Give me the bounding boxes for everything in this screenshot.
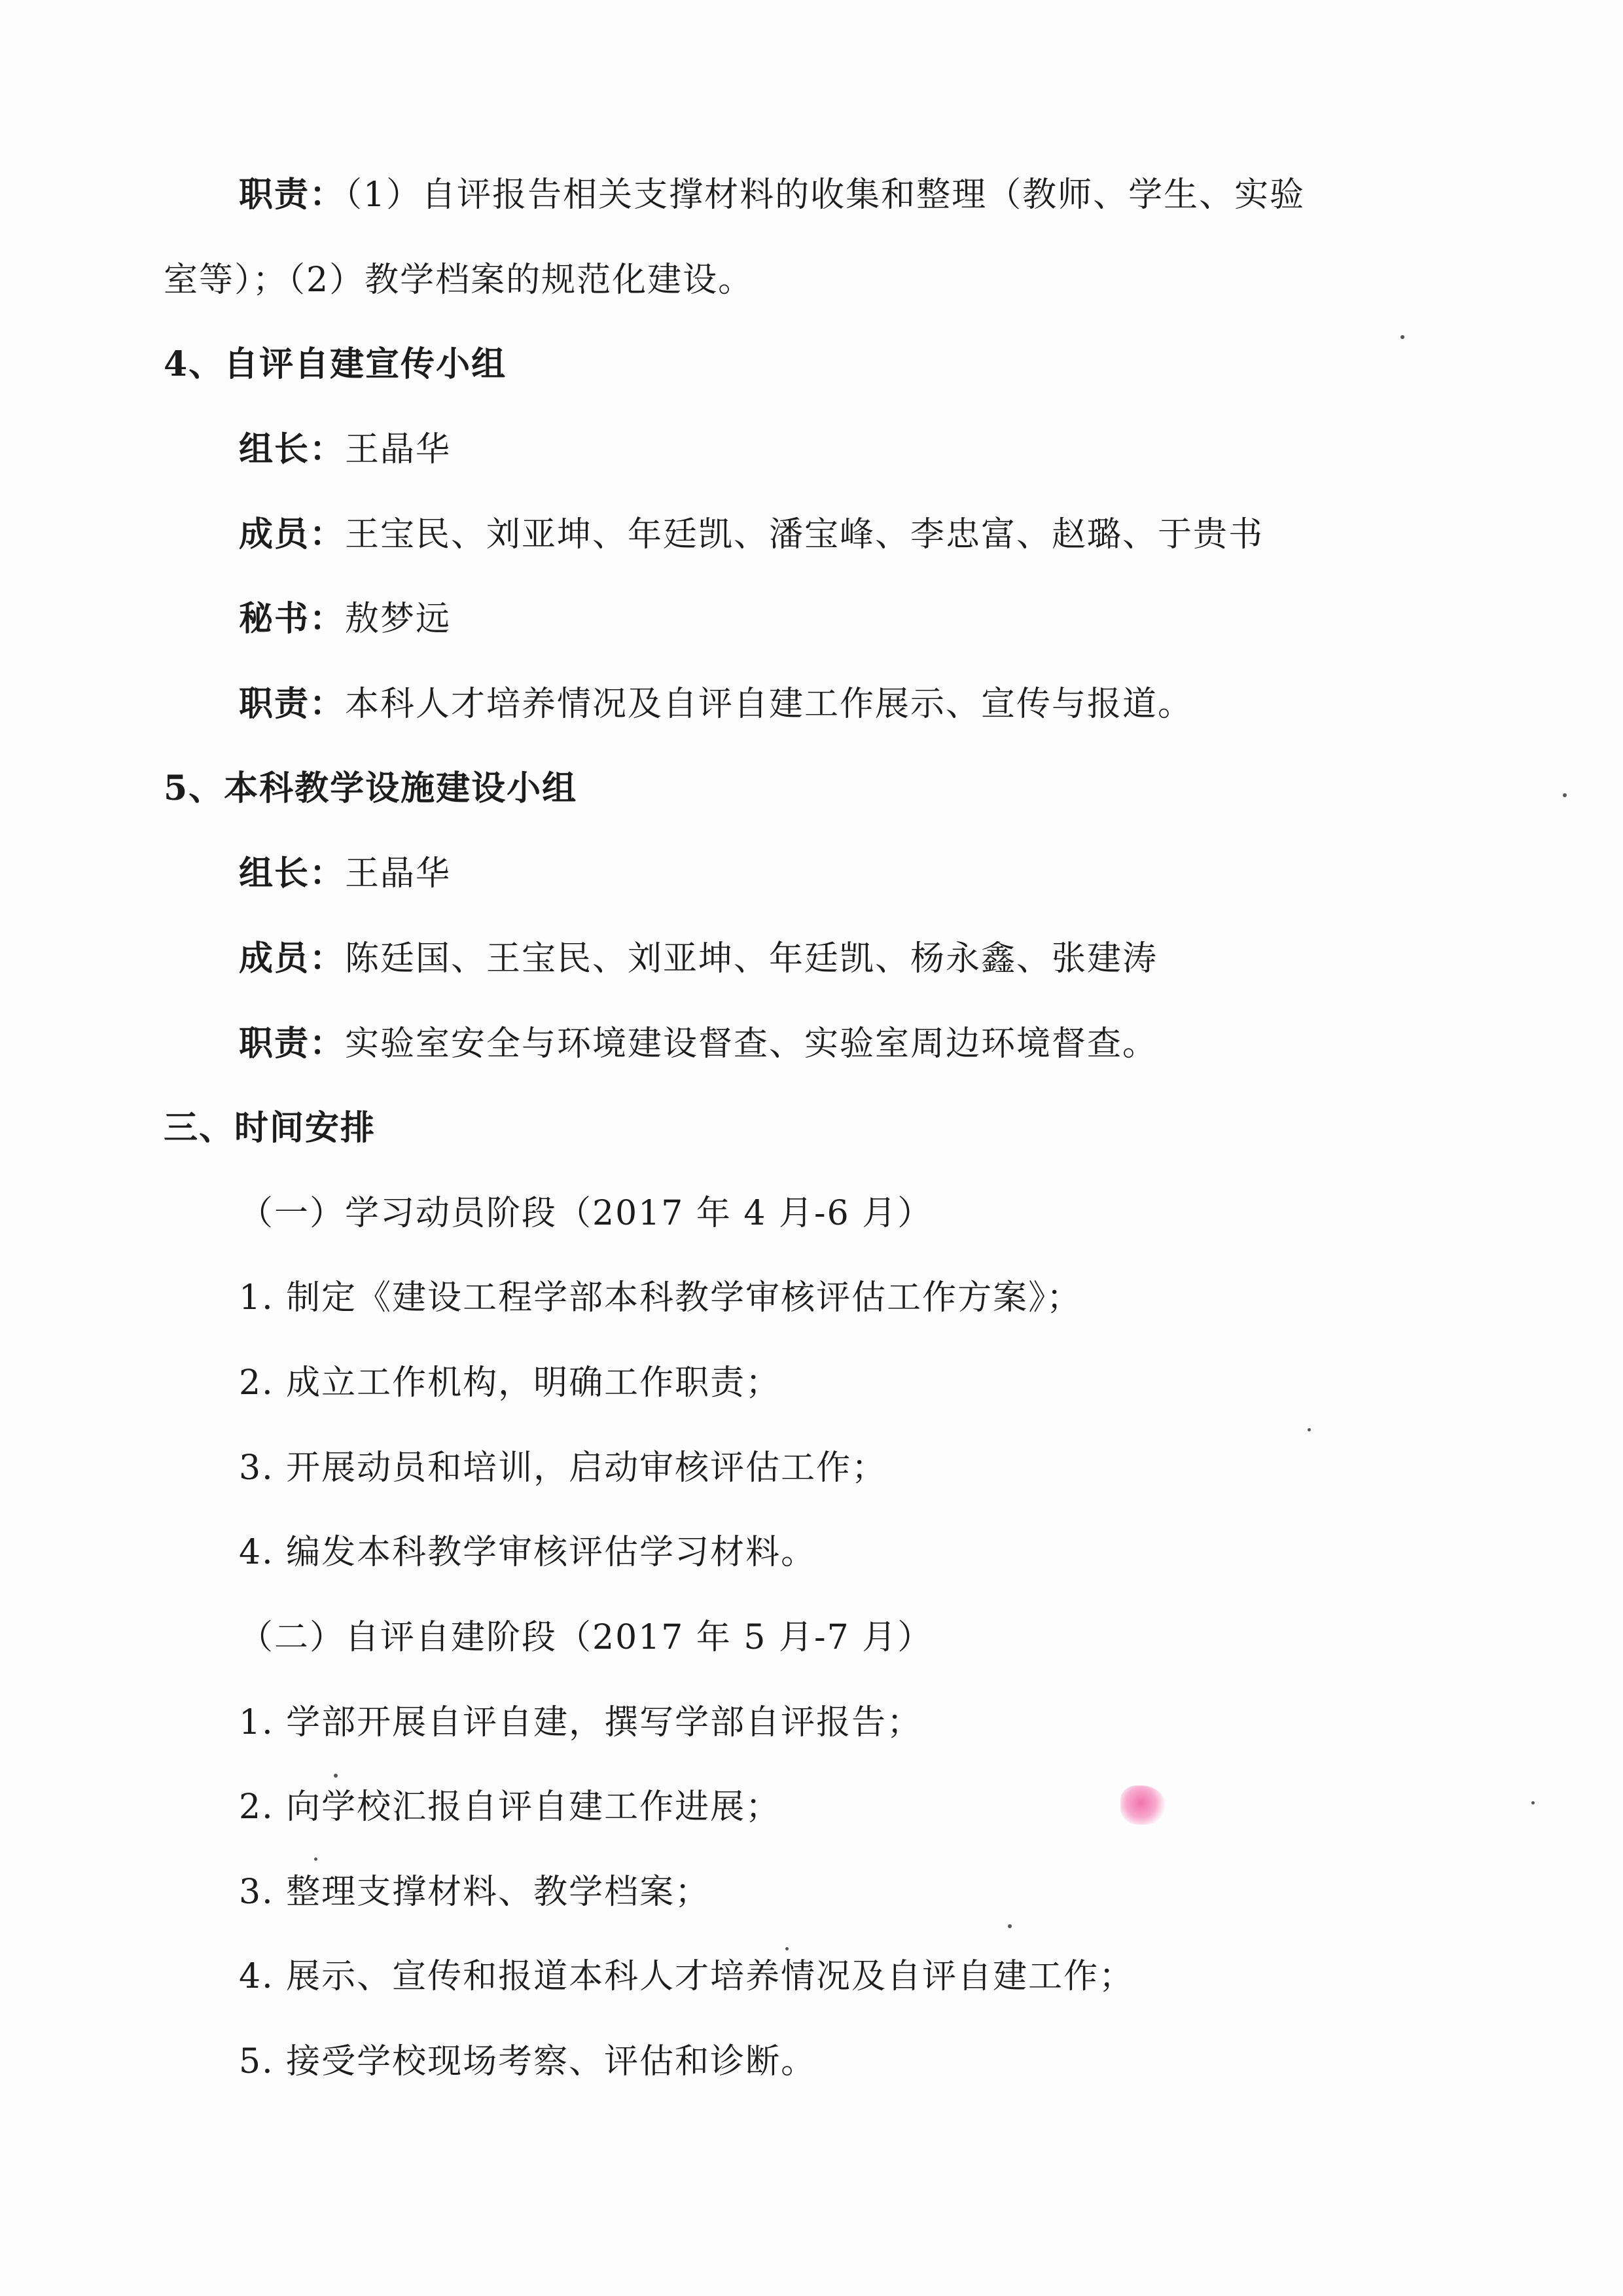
secretary-label: 秘书： xyxy=(239,599,346,639)
section-heading-schedule xyxy=(164,1107,376,1149)
duty-label: 职责： xyxy=(239,175,346,215)
section-heading-facilities-group xyxy=(164,768,577,810)
list-item xyxy=(239,1532,816,1573)
group-members-line xyxy=(239,938,1158,980)
scan-speck xyxy=(334,1774,338,1778)
list-item xyxy=(239,1362,781,1404)
duty-label: 职责： xyxy=(239,684,346,724)
scan-speck xyxy=(1008,1924,1012,1928)
members-names: 王宝民、刘亚坤、年廷凯、潘宝峰、李忠富、赵璐、于贵书 xyxy=(345,515,1264,554)
group-members-line xyxy=(239,514,1264,556)
list-item xyxy=(239,2041,816,2083)
duty-text: 本科人才培养情况及自评自建工作展示、宣传与报道。 xyxy=(345,685,1194,724)
ink-smudge xyxy=(1120,1785,1166,1825)
scan-speck xyxy=(1563,793,1567,797)
duty-text-continued: 室等）；（2）教学档案的规范化建设。 xyxy=(164,260,754,300)
group-duty-line xyxy=(239,683,1193,725)
list-item xyxy=(239,1447,887,1489)
duty-text: 实验室安全与环境建设督查、实验室周边环境督查。 xyxy=(345,1024,1158,1064)
list-item-text: 4. 编发本科教学审核评估学习材料。 xyxy=(239,1533,817,1572)
section-heading-text: 4、自评自建宣传小组 xyxy=(164,344,507,384)
leader-label: 组长： xyxy=(239,429,346,469)
scan-speck xyxy=(785,1947,789,1950)
duty-label: 职责： xyxy=(239,1024,346,1064)
scan-speck xyxy=(1531,1801,1535,1804)
list-item xyxy=(239,1871,710,1913)
list-item-text: 2. 向学校汇报自评自建工作进展； xyxy=(239,1787,781,1827)
phase-heading-text: （二）自评自建阶段（2017 年 5 月-7 月） xyxy=(239,1618,933,1657)
members-label: 成员： xyxy=(239,514,346,554)
duty-text: （1）自评报告相关支撑材料的收集和整理（教师、学生、实验 xyxy=(345,175,1306,215)
scan-speck xyxy=(1308,1428,1311,1431)
leader-name: 王晶华 xyxy=(345,430,452,469)
scan-speck xyxy=(1400,335,1404,339)
phase-heading-mobilization xyxy=(239,1193,933,1234)
leader-name: 王晶华 xyxy=(345,854,452,893)
list-item xyxy=(239,1702,922,1744)
list-item-text: 4. 展示、宣传和报道本科人才培养情况及自评自建工作； xyxy=(239,1957,1135,1996)
duty-line-1-continued xyxy=(164,259,753,301)
list-item-text: 1. 制定《建设工程学部本科教学审核评估工作方案》； xyxy=(239,1278,1082,1318)
phase-heading-self-evaluation xyxy=(239,1617,933,1659)
secretary-name: 敖梦远 xyxy=(345,600,452,639)
list-item xyxy=(239,1277,1082,1319)
list-item-text: 3. 整理支撑材料、教学档案； xyxy=(239,1873,711,1912)
list-item-text: 3. 开展动员和培训，启动审核评估工作； xyxy=(239,1448,887,1488)
list-item-text: 5. 接受学校现场考察、评估和诊断。 xyxy=(239,2042,817,2081)
members-names: 陈廷国、王宝民、刘亚坤、年廷凯、杨永鑫、张建涛 xyxy=(345,939,1158,978)
group-duty-line xyxy=(239,1023,1158,1065)
group-leader-line xyxy=(239,853,451,895)
duty-line-1 xyxy=(239,174,1305,216)
list-item-text: 1. 学部开展自评自建，撰写学部自评报告； xyxy=(239,1703,923,1742)
group-leader-line xyxy=(239,429,451,471)
leader-label: 组长： xyxy=(239,853,346,893)
section-heading-text: 三、时间安排 xyxy=(164,1108,376,1148)
list-item xyxy=(239,1956,1134,1998)
group-secretary-line xyxy=(239,598,451,640)
phase-heading-text: （一）学习动员阶段（2017 年 4 月-6 月） xyxy=(239,1194,933,1233)
section-heading-publicity-group xyxy=(164,344,507,386)
section-heading-text: 5、本科教学设施建设小组 xyxy=(164,768,578,808)
scan-speck xyxy=(314,1857,317,1861)
list-item-text: 2. 成立工作机构，明确工作职责； xyxy=(239,1363,781,1403)
list-item xyxy=(239,1786,781,1828)
members-label: 成员： xyxy=(239,939,346,978)
